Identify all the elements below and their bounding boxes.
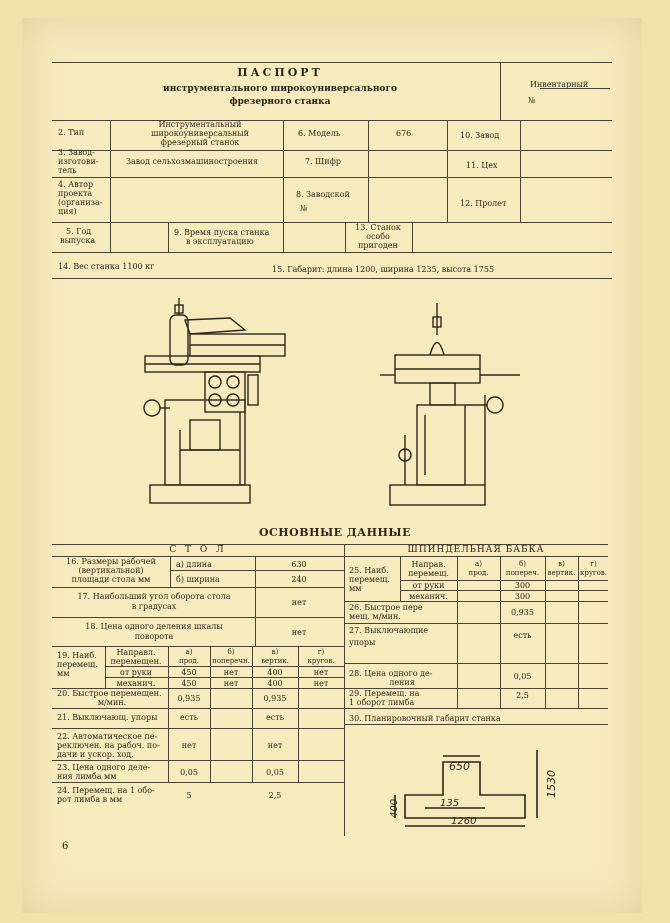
field-13-label-3: пригоден <box>358 241 398 250</box>
row-19-col-b2: поперечн. <box>212 657 250 665</box>
field-4-label-3: (организа- <box>58 198 103 207</box>
row-20-a: 0,935 <box>177 694 201 703</box>
rule <box>578 556 579 708</box>
field-9-label-2: в эксплуатацию <box>186 237 254 246</box>
rule <box>368 120 369 222</box>
row-25-label-1: 25. Наиб. <box>349 566 389 575</box>
field-5-label-1: 5. Год <box>66 227 92 236</box>
row-24-a: 5 <box>186 791 192 800</box>
row-23-label-2: ния лимба мм <box>57 772 117 781</box>
field-2-value-3: фрезерный станок <box>160 138 240 147</box>
rule <box>283 120 284 252</box>
row-25-col-b2: попереч. <box>505 569 540 577</box>
row-23-v: 0,05 <box>266 768 284 777</box>
row-25-hand-b: 300 <box>514 581 531 590</box>
row-18-value: нет <box>291 628 307 637</box>
row-26-label-1: 26. Быстрое пере <box>349 603 423 612</box>
row-28-label-2: ления <box>389 678 415 687</box>
row-29-label-2: 1 оборот лимба <box>349 698 415 707</box>
row-19-label-1: 19. Наиб. <box>57 651 97 660</box>
row-17-label-2: в градусах <box>131 602 177 611</box>
field-13-label-2: особо <box>366 232 390 241</box>
row-19-label-2: перемещ. <box>57 660 98 669</box>
field-4-label-1: 4. Автор <box>58 180 94 189</box>
row-23-a: 0,05 <box>180 768 198 777</box>
rule <box>52 587 344 588</box>
field-2-label: 2. Тип <box>58 128 85 137</box>
main-heading: ОСНОВНЫЕ ДАННЫЕ <box>258 526 412 539</box>
row-25-col-a2: прод. <box>468 569 489 577</box>
row-25-dir-2: перемещ. <box>408 569 449 578</box>
row-19-hand-label: от руки <box>120 668 152 677</box>
rule <box>400 590 608 591</box>
row-19-mech-b: нет <box>223 679 239 688</box>
rule <box>105 677 344 678</box>
row-27-b: есть <box>513 631 532 640</box>
row-20-label-2: м/мин. <box>97 698 127 707</box>
row-19-hand-b: нет <box>223 668 239 677</box>
rule <box>344 708 608 709</box>
page-number: 6 <box>62 841 69 852</box>
plan-dim-1530: 1530 <box>545 770 558 798</box>
row-25-label-3: мм <box>349 584 362 593</box>
rule <box>110 120 111 252</box>
inventory-label: Инвентарный <box>530 80 589 89</box>
row-20-v: 0,935 <box>263 694 287 703</box>
plan-dim-1260: 1260 <box>451 816 477 827</box>
row-18-label-2: поворота <box>134 632 174 641</box>
row-30-label: 30. Планировочный габарит станка <box>349 714 501 723</box>
rule <box>170 556 171 587</box>
machine-side-view-drawing <box>130 290 300 515</box>
rule <box>105 666 344 667</box>
row-26-label-2: мещ. м/мин. <box>349 612 401 621</box>
plan-dim-400: 400 <box>389 798 400 818</box>
row-25-label-2: перемещ. <box>349 575 390 584</box>
row-25-dir-1: Направ. <box>411 560 446 569</box>
row-17-label-1: 17. Наибольший угол оборота стола <box>77 592 231 601</box>
rule <box>344 556 608 557</box>
field-6-value: 676 <box>396 129 412 138</box>
field-3-label-2: изготови- <box>58 157 99 166</box>
row-25-col-v: в) <box>558 560 565 568</box>
field-3-label-1: 3. Завод- <box>58 148 95 157</box>
rule <box>540 88 610 89</box>
row-19-col-g: г) <box>317 648 325 656</box>
row-27-label-2: упоры <box>349 638 376 647</box>
field-9-label-1: 9. Время пуска станка <box>174 228 270 237</box>
rule <box>500 62 501 120</box>
rule <box>52 252 612 253</box>
rule <box>412 222 413 252</box>
rule <box>52 760 344 761</box>
rule <box>344 601 608 602</box>
rule <box>344 623 608 624</box>
document-subtitle-1: инструментального широкоуниверсального <box>163 84 397 94</box>
row-24-label-2: рот лимба в мм <box>57 795 123 804</box>
rule <box>344 724 608 725</box>
rule <box>168 222 169 252</box>
row-19-hand-v: 400 <box>267 668 283 677</box>
field-2-value-1: Инструментальный <box>158 120 242 129</box>
row-19-mech-g: нет <box>313 679 329 688</box>
document-subtitle-2: фрезерного станка <box>229 97 331 107</box>
row-29-label-1: 29. Перемещ. на <box>349 689 420 698</box>
row-17-value: нет <box>291 598 307 607</box>
rule <box>52 278 612 279</box>
rule <box>298 646 299 782</box>
row-23-label-1: 23. Цена одного деле- <box>57 763 151 772</box>
row-19-col-b: б) <box>227 648 235 656</box>
row-22-a: нет <box>181 741 197 750</box>
row-19-col-v2: вертик. <box>261 657 289 665</box>
row-19-col-v: в) <box>271 648 279 656</box>
row-25-hand-label: от руки <box>412 581 445 590</box>
rule <box>52 782 344 783</box>
row-21-a: есть <box>180 713 198 722</box>
row-25-mech-b: 300 <box>514 592 531 601</box>
row-25-col-g2: кругов. <box>579 569 608 577</box>
row-21-v: есть <box>266 713 284 722</box>
row-22-label-3: дачи и ускор. ход. <box>57 750 134 759</box>
rule <box>52 222 612 223</box>
row-16-label-1: 16. Размеры рабочей <box>66 557 156 566</box>
row-22-label-2: реключен. на рабоч. по- <box>57 741 160 750</box>
field-7-label: 7. Шифр <box>305 157 342 166</box>
row-28-b: 0,05 <box>513 672 532 681</box>
row-19-hand-a: 450 <box>181 668 197 677</box>
row-25-mech-label: механич. <box>409 592 448 601</box>
row-27-label-1: 27. Выключающие <box>349 626 429 635</box>
rule <box>52 728 344 729</box>
row-22-label-1: 22. Автоматическое пе- <box>57 732 158 741</box>
row-19-mech-v: 400 <box>267 679 283 688</box>
rule <box>344 663 608 664</box>
row-25-col-a: а) <box>475 560 482 568</box>
plan-dim-650: 650 <box>449 760 470 773</box>
plan-dim-135: 135 <box>440 798 460 809</box>
row-24-label-1: 24. Перемещ. на 1 обо- <box>57 786 155 795</box>
field-13-label-1: 13. Станок <box>355 223 401 232</box>
table-section-title: С Т О Л <box>169 545 227 555</box>
field-6-label: 6. Модель <box>298 129 341 138</box>
row-24-v: 2,5 <box>268 791 282 800</box>
row-19-label-3: мм <box>57 669 70 678</box>
field-12-label: 12. Пролет <box>460 199 507 208</box>
rule <box>52 617 344 618</box>
rule <box>344 544 345 836</box>
row-19-col-a: а) <box>185 648 193 656</box>
row-21-label: 21. Выключающ. упоры <box>57 713 158 722</box>
row-16-label-3: площади стола мм <box>71 575 151 584</box>
spindle-section-title: ШПИНДЕЛЬНАЯ БАБКА <box>407 545 545 555</box>
rule <box>52 150 612 151</box>
row-16-b-value: 240 <box>291 575 307 584</box>
field-11-label: 11. Цех <box>466 161 498 170</box>
row-25-col-v2: вертик. <box>547 569 576 577</box>
field-3-value: Завод сельхозмашиностроения <box>126 157 259 166</box>
rule <box>545 556 546 708</box>
row-19-dir-2: перемещен. <box>110 657 162 666</box>
field-8-label-1: 8. Заводской <box>296 190 350 199</box>
rule <box>52 177 612 178</box>
rule <box>210 646 211 782</box>
document-title: ПАСПОРТ <box>237 66 323 79</box>
field-8-label-2: № <box>300 204 308 213</box>
rule <box>52 62 612 63</box>
row-19-col-a2: прод. <box>179 657 199 665</box>
rule <box>457 556 458 708</box>
inventory-number: № <box>528 96 536 105</box>
field-5-label-2: выпуска <box>60 236 96 245</box>
field-10-label: 10. Завод <box>460 131 500 140</box>
field-14-label: 14. Вес станка 1100 кг <box>58 262 155 271</box>
rule <box>447 120 448 222</box>
field-2-value-2: широкоуниверсальный <box>151 129 249 138</box>
row-16-b-label: б) ширина <box>176 575 220 584</box>
rule <box>52 708 344 709</box>
rule <box>170 570 344 571</box>
field-3-label-3: тель <box>58 166 77 175</box>
plan-dimension-drawing <box>385 740 570 835</box>
row-16-label-2: (вертикальной) <box>78 566 144 575</box>
row-20-label-1: 20. Быстрое перемещен. <box>57 689 162 698</box>
field-15-label: 15. Габарит: длина 1200, ширина 1235, высота 1755 <box>272 265 495 274</box>
row-19-mech-a: 450 <box>181 679 197 688</box>
row-19-col-g2: кругов. <box>307 657 335 665</box>
row-22-v: нет <box>267 741 283 750</box>
row-18-label-1: 18. Цена одного деления шкалы <box>85 622 223 631</box>
row-26-b: 0,935 <box>511 608 534 617</box>
row-19-dir-1: Направл. <box>116 648 156 657</box>
field-4-label-4: ция) <box>58 207 77 216</box>
rule <box>520 120 521 222</box>
machine-front-view-drawing <box>375 295 535 515</box>
row-25-col-b: б) <box>519 560 526 568</box>
row-16-a-label: а) длина <box>176 560 212 569</box>
row-28-label-1: 28. Цена одного де- <box>349 669 433 678</box>
row-19-mech-label: механич. <box>116 679 156 688</box>
row-29-b: 2,5 <box>516 691 529 700</box>
field-4-label-2: проекта <box>58 189 93 198</box>
row-19-hand-g: нет <box>313 668 329 677</box>
rule <box>52 646 344 647</box>
row-16-a-value: 630 <box>291 560 307 569</box>
row-25-col-g: г) <box>590 560 597 568</box>
